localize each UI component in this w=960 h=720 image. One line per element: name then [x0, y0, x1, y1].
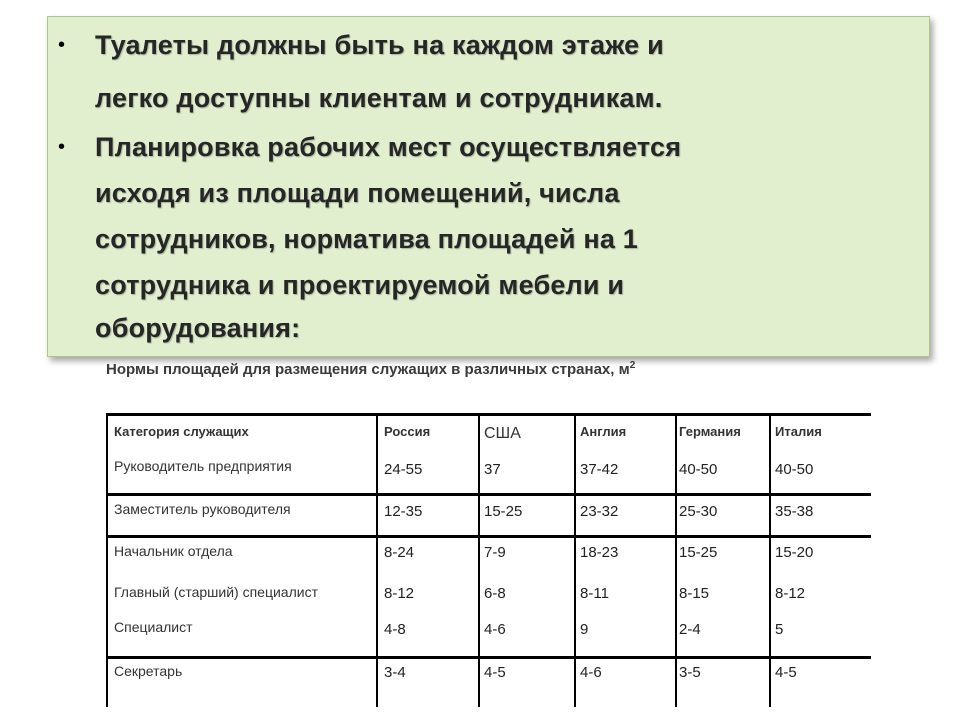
table-rule	[675, 413, 677, 707]
caption-text: Нормы площадей для размещения служащих в различных странах, м	[106, 361, 630, 378]
table-rule	[106, 493, 871, 496]
value-cell: 3-4	[384, 664, 406, 681]
category-cell: Руководитель предприятия	[114, 458, 292, 474]
value-cell: 8-24	[384, 544, 415, 561]
bullet-marker: •	[58, 136, 66, 158]
value-cell: 3-5	[679, 664, 701, 681]
header-russia: Россия	[384, 424, 431, 439]
table-rule	[376, 413, 378, 707]
table-caption	[106, 360, 635, 378]
value-cell: 12-35	[384, 503, 423, 520]
value-cell: 25-30	[679, 503, 718, 520]
header-italy: Италия	[775, 424, 822, 439]
value-cell: 4-6	[484, 621, 506, 638]
bullet-1-line-1: Туалеты должны быть на каждом этаже и	[95, 30, 664, 60]
table-rule	[106, 535, 871, 538]
value-cell: 4-8	[384, 621, 406, 638]
value-cell: 2-4	[679, 621, 701, 638]
header-usa: США	[484, 425, 521, 442]
value-cell: 7-9	[484, 544, 506, 561]
value-cell: 6-8	[484, 585, 506, 602]
category-cell: Главный (старший) специалист	[114, 584, 318, 600]
value-cell: 4-5	[484, 664, 506, 681]
header-germany: Германия	[679, 424, 741, 439]
value-cell: 37-42	[580, 461, 619, 478]
value-cell: 9	[580, 621, 589, 638]
category-cell: Заместитель руководителя	[114, 501, 291, 517]
header-england: Англия	[580, 424, 627, 439]
value-cell: 15-25	[679, 544, 718, 561]
category-cell: Начальник отдела	[114, 543, 233, 559]
value-cell: 4-5	[775, 664, 797, 681]
value-cell: 8-12	[384, 585, 415, 602]
value-cell: 8-11	[580, 585, 609, 602]
value-cell: 35-38	[775, 503, 814, 520]
bullet-2-line-1: Планировка рабочих мест осуществляется	[95, 132, 682, 162]
value-cell: 24-55	[384, 461, 423, 478]
caption-superscript: 2	[629, 360, 636, 371]
value-cell: 23-32	[580, 503, 619, 520]
category-cell: Специалист	[114, 619, 193, 635]
norms-table	[106, 413, 871, 707]
value-cell: 18-23	[580, 544, 619, 561]
value-cell: 37	[484, 461, 501, 478]
table-rule	[574, 413, 576, 707]
bullet-2-line-2: исходя из площади помещений, числа	[95, 178, 620, 208]
table-rule	[106, 413, 108, 707]
value-cell: 4-6	[580, 664, 602, 681]
bullet-2-line-4: сотрудника и проектируемой мебели и	[95, 270, 625, 300]
value-cell: 40-50	[679, 461, 718, 478]
table-rule	[769, 413, 771, 707]
bullet-2-line-3: сотрудников, норматива площадей на 1	[95, 224, 639, 254]
value-cell: 15-20	[775, 544, 814, 561]
value-cell: 40-50	[775, 461, 814, 478]
value-cell: 5	[775, 621, 784, 638]
value-cell: 8-15	[679, 585, 710, 602]
value-cell: 8-12	[775, 585, 806, 602]
bullet-1-line-2: легко доступны клиентам и сотрудникам.	[95, 83, 663, 113]
bullet-marker: •	[58, 34, 66, 56]
header-category: Категория служащих	[114, 424, 249, 439]
category-cell: Секретарь	[114, 663, 183, 679]
table-rule	[106, 413, 871, 416]
table-rule	[106, 656, 871, 659]
value-cell: 15-25	[484, 503, 523, 520]
bullet-2-line-5: оборудования:	[95, 313, 301, 343]
table-rule	[478, 413, 480, 707]
